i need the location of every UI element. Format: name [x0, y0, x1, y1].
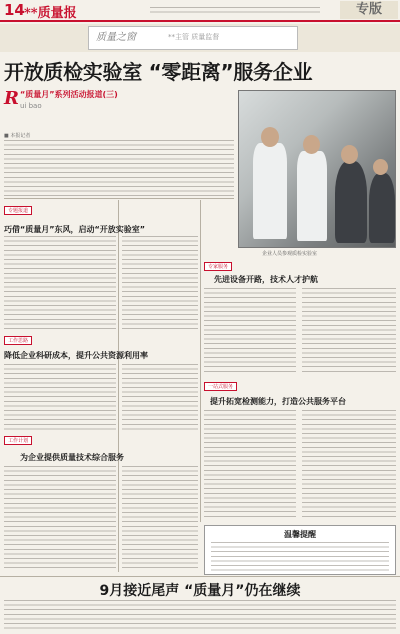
- column-divider: [200, 200, 201, 522]
- photo-caption: 企业人员参观质检实验室: [262, 251, 318, 257]
- section-body-c: [4, 466, 116, 570]
- series-subtitle: ui bao: [20, 102, 42, 110]
- bottom-headline: 9月接近尾声 “质量月”仍在继续: [99, 583, 301, 599]
- series-title: “质量月”系列活动报道(三): [20, 90, 118, 99]
- page-number: 14: [4, 1, 25, 19]
- section-divider: [4, 198, 234, 199]
- column-banner: [0, 24, 400, 52]
- section-body-b-cont: [122, 364, 198, 430]
- notice-box: [204, 525, 396, 575]
- lab-photo: [238, 90, 396, 248]
- byline: ■ 本报记者: [4, 133, 31, 139]
- section-body-e: [204, 410, 296, 520]
- section-title-a: 巧借“质量月”东风，启动“开放实验室”: [4, 225, 146, 234]
- section-tag: 专版: [340, 1, 398, 19]
- section-title-d: 先进设备开路，技术人才护航: [214, 275, 318, 284]
- section-title-b: 降低企业科研成本，提升公共资源利用率: [4, 351, 148, 360]
- section-body-a-cont: [122, 236, 198, 332]
- section-title-c: 为企业提供质量技术综合服务: [20, 453, 124, 462]
- series-logo: R: [4, 88, 19, 109]
- section-body-e-cont: [302, 410, 396, 520]
- dateline: [150, 7, 320, 13]
- main-headline: 开放质检实验室 “零距离”服务企业: [4, 60, 313, 84]
- notice-body: [211, 542, 389, 572]
- section-title-e: 提升拓宽检测能力，打造公共服务平台: [210, 397, 346, 406]
- section-label-a: 专题报道: [4, 206, 32, 215]
- newspaper-name: **质量报: [24, 6, 77, 21]
- section-label-b: 工作思路: [4, 336, 32, 345]
- series-block: [4, 88, 234, 114]
- column-subtitle: **主管 质量监督: [168, 33, 220, 41]
- bottom-divider: [0, 576, 400, 577]
- section-label-d: 专家服务: [204, 262, 232, 271]
- section-label-c: 工作计划: [4, 436, 32, 445]
- bottom-article-body: [4, 600, 396, 632]
- section-body-d: [204, 288, 296, 374]
- section-body-b: [4, 364, 116, 430]
- section-body-a: [4, 236, 116, 332]
- column-divider: [118, 200, 119, 572]
- masthead: [0, 0, 400, 22]
- section-label-e: 一站式服务: [204, 382, 237, 391]
- section-body-c-cont: [122, 466, 198, 570]
- lead-paragraph: [4, 140, 234, 196]
- section-body-d-cont: [302, 288, 396, 374]
- notice-title: 温馨提醒: [284, 530, 316, 539]
- column-name: 质量之窗: [96, 32, 136, 43]
